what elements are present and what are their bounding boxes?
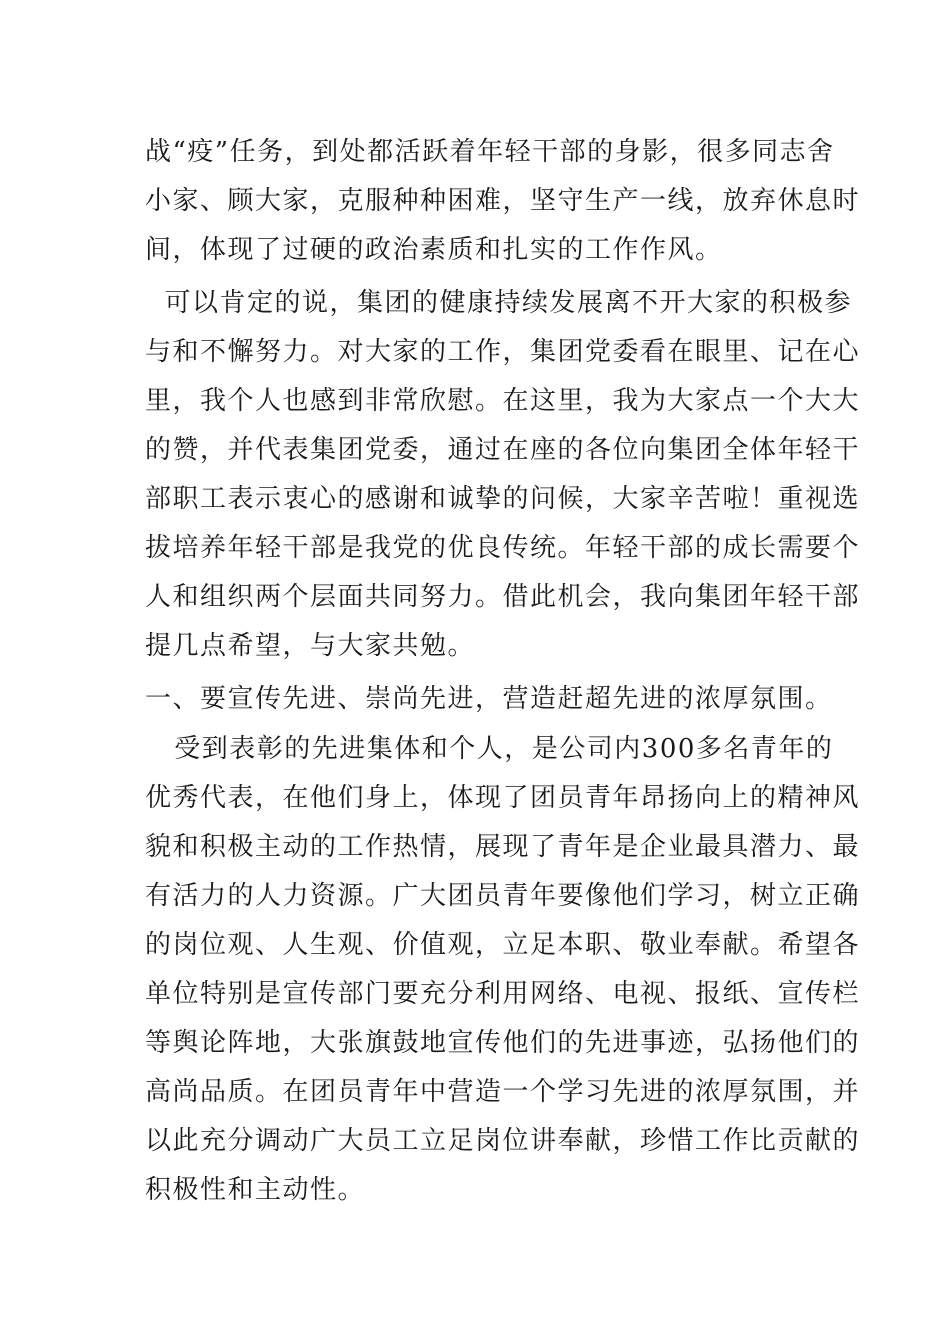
text-line: 的岗位观、人生观、价值观，立足本职、敬业奉献。希望各 bbox=[145, 930, 861, 960]
text-line: 高尚品质。在团员青年中营造一个学习先进的浓厚氛围，并 bbox=[145, 1077, 861, 1107]
text-line: 里，我个人也感到非常欣慰。在这里，我为大家点一个大大 bbox=[145, 386, 861, 416]
text-line: 单位特别是宣传部门要充分利用网络、电视、报纸、宣传栏 bbox=[145, 979, 861, 1009]
section-heading bbox=[145, 675, 833, 724]
paragraph-3 bbox=[145, 725, 861, 1215]
text-line: 提几点希望，与大家共勉。 bbox=[145, 631, 476, 661]
text-line: 与和不懈努力。对大家的工作，集团党委看在眼里、记在心 bbox=[145, 337, 861, 367]
text-line: 优秀代表，在他们身上，体现了团员青年昂扬向上的精神风 bbox=[145, 783, 861, 813]
text-line: 拔培养年轻干部是我党的优良传统。年轻干部的成长需要个 bbox=[145, 533, 861, 563]
text-line: 间，体现了过硬的政治素质和扎实的工作作风。 bbox=[145, 235, 723, 265]
text-line: 有活力的人力资源。广大团员青年要像他们学习，树立正确 bbox=[145, 881, 861, 911]
heading-line: 一、要宣传先进、崇尚先进，营造赶超先进的浓厚氛围。 bbox=[145, 684, 833, 714]
text-line: 战“疫”任务，到处都活跃着年轻干部的身影，很多同志舍 bbox=[145, 137, 835, 167]
text-line: 以此充分调动广大员工立足岗位讲奉献，珍惜工作比贡献的 bbox=[145, 1126, 861, 1156]
text-line: 部职工表示衷心的感谢和诚挚的问候，大家辛苦啦！重视选 bbox=[145, 484, 861, 514]
text-line: 的赞，并代表集团党委，通过在座的各位向集团全体年轻干 bbox=[145, 435, 861, 465]
text-line: 貌和积极主动的工作热情，展现了青年是企业最具潜力、最 bbox=[145, 832, 861, 862]
text-line: 可以肯定的说，集团的健康持续发展离不开大家的积极参 bbox=[145, 288, 853, 318]
text-line: 受到表彰的先进集体和个人，是公司内300多名青年的 bbox=[145, 734, 834, 764]
text-line: 积极性和主动性。 bbox=[145, 1175, 366, 1205]
text-line: 等舆论阵地，大张旗鼓地宣传他们的先进事迹，弘扬他们的 bbox=[145, 1028, 861, 1058]
text-line: 小家、顾大家，克服种种困难，坚守生产一线，放弃休息时 bbox=[145, 186, 861, 216]
paragraph-continued bbox=[145, 128, 861, 275]
text-line: 人和组织两个层面共同努力。借此机会，我向集团年轻干部 bbox=[145, 582, 861, 612]
paragraph-2 bbox=[145, 279, 861, 671]
